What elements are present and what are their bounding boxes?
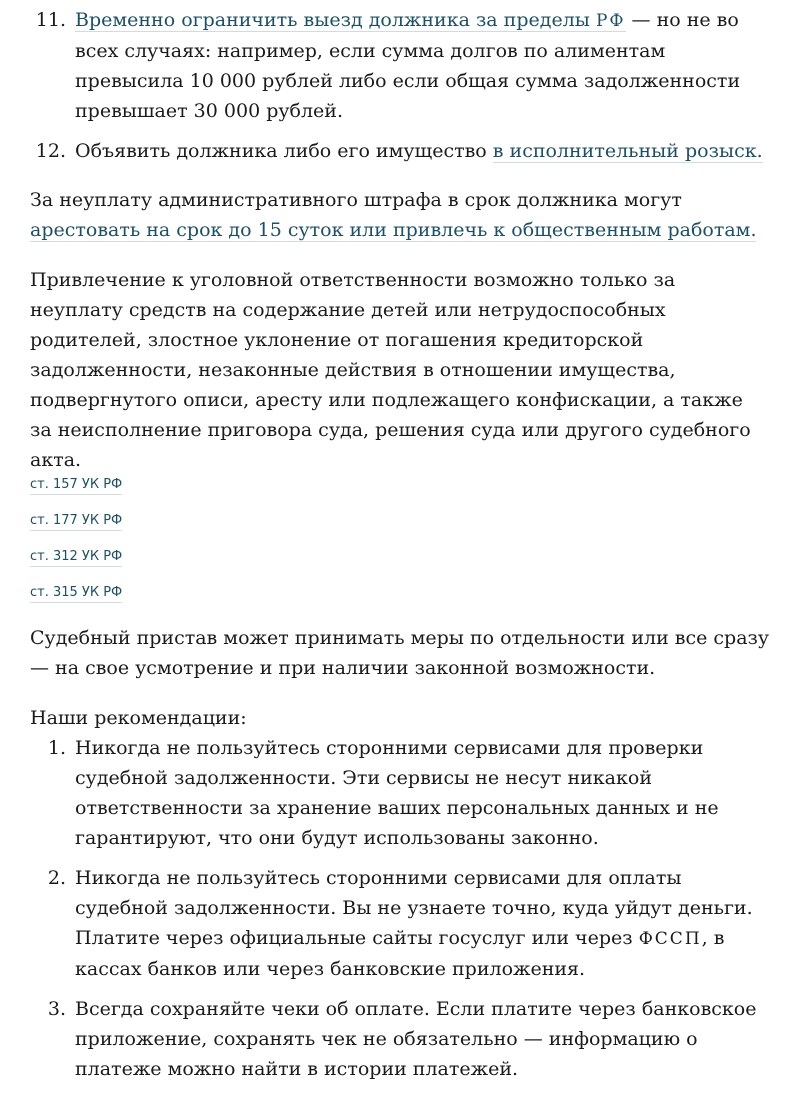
list-item-text: Никогда не пользуйтесь сторонними сервисами для проверки судебной задолженности. Эти сервисы не несут никакой ответственности за хранение ваших персональных данных и не гарантируют, что они будут использованы законно. [75,737,719,849]
law-link-312[interactable]: ст. 312 УК РФ [30,548,122,567]
law-link-315[interactable]: ст. 315 УК РФ [30,584,122,603]
law-link-177[interactable]: ст. 177 УК РФ [30,512,122,531]
bailiff-paragraph: Судебный пристав может принимать меры по отдельности или все сразу — на свое усмотрение и при наличии законной возможности. [30,627,770,679]
list-item-text: Объявить должника либо его имущество [75,140,493,162]
recommendations-heading: Наши рекомендации: [30,707,247,729]
list-item-text: Никогда не пользуйтесь сторонними сервисами для оплаты судебной задолженности. Вы не узнаете точно, куда уйдут деньги. Платите через официальные сайты госуслуг или через ФССП, в кассах банков или через банковские приложения. [75,867,753,980]
list-item [30,863,770,984]
list-item-text: Всегда сохраняйте чеки об оплате. Если платите через банковское приложение, сохранять чек не обязательно — информацию о платеже можно найти в истории платежей. [75,998,757,1080]
list-number: 12. [35,140,66,162]
list-item [30,5,770,126]
list-item [30,733,770,853]
list-item [30,136,770,166]
travel-ban-link[interactable]: Временно ограничить выезд должника за пределы РФ [75,9,626,31]
list-item [30,994,770,1084]
measures-list [30,5,770,166]
list-number: 1. [47,737,66,759]
law-link-157[interactable]: ст. 157 УК РФ [30,476,122,495]
list-item-text: — но не во всех случаях: например, если сумма долгов по алиментам превысила 10 000 рублей либо если общая сумма задолженности превышает 30 000 рублей. [75,9,741,122]
recommendations-list [30,733,770,1084]
fine-paragraph: За неуплату административного штрафа в срок должника могут арестовать на срок до 15 суток или привлечь к общественным работам. [30,189,757,241]
list-number: 2. [47,867,66,889]
criminal-paragraph: Привлечение к уголовной ответственности возможно только за неуплату средств на содержание детей или нетрудоспособных родителей, злостное уклонение от погашения кредиторской задолженности, незаконные действия в отношении имущества, подвергнутого описи, аресту или подлежащего конфискации, а также за неисполнение приговора суда, решения суда или другого судебного акта. [30,269,751,471]
list-number: 3. [47,998,66,1020]
search-link[interactable]: в исполнительный розыск. [492,140,763,162]
arrest-link[interactable]: арестовать на срок до 15 суток или привлечь к общественным работам. [30,219,757,241]
list-number: 11. [35,9,66,31]
